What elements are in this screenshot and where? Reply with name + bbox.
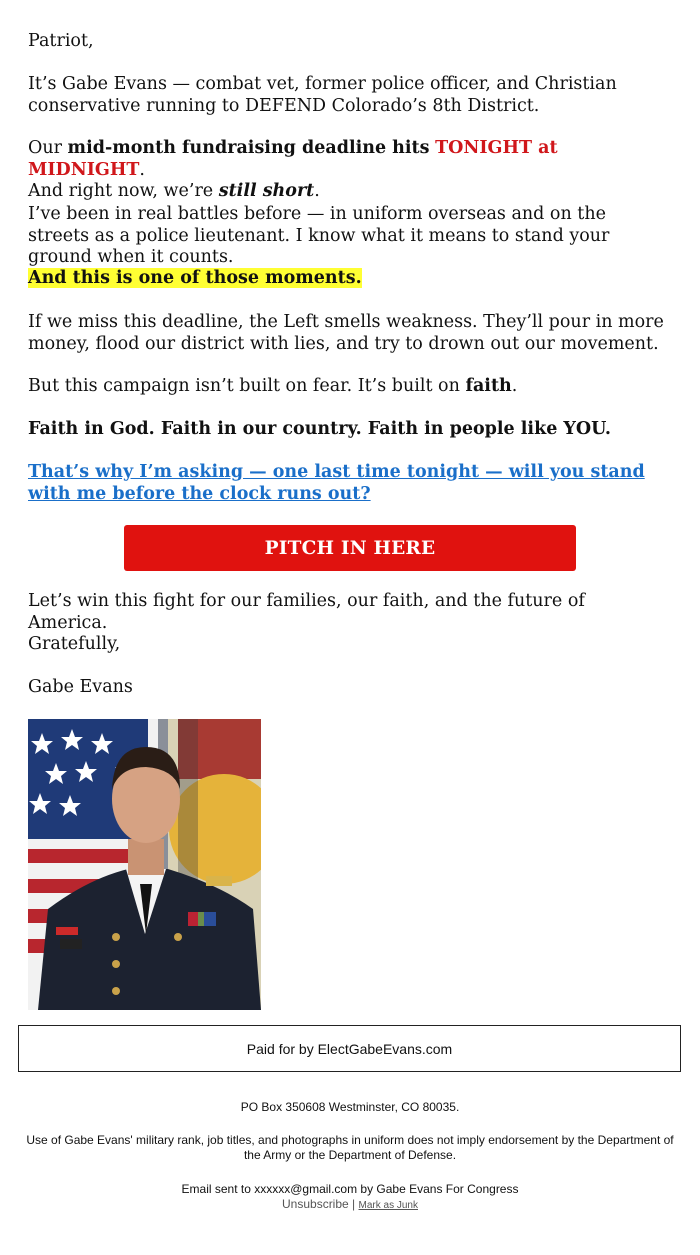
pitch-in-button[interactable]: PITCH IN HERE xyxy=(124,525,576,571)
closing-paragraph: Let’s win this fight for our families, our faith, and the future of America. xyxy=(28,591,585,633)
miss-paragraph: If we miss this deadline, the Left smells weakness. They’ll pour in more money, flood our district with lies, and try to drown out our movement. xyxy=(28,312,664,354)
battles-paragraph: I’ve been in real battles before — in uniform overseas and on the streets as a police lieutenant. I know what it means to stand your ground when it counts. xyxy=(28,204,610,267)
footer-address: PO Box 350608 Westminster, CO 80035. xyxy=(240,1100,460,1114)
greeting: Patriot, xyxy=(28,31,94,51)
still-short-emphasis: still short xyxy=(218,181,315,201)
highlighted-moment: And this is one of those moments. xyxy=(28,268,362,288)
deadline-red-text: TONIGHT at MIDNIGHT xyxy=(28,138,558,180)
faith-paragraph xyxy=(28,376,668,398)
deadline-paragraph xyxy=(28,138,668,203)
deadline-pre: Our xyxy=(28,138,68,158)
deadline-bold: mid-month fundraising deadline hits xyxy=(67,138,430,158)
candidate-photo xyxy=(28,719,261,1010)
deadline-line2-post: . xyxy=(314,181,320,201)
faith-bold-word: faith xyxy=(465,376,512,396)
moment-paragraph xyxy=(28,268,668,290)
paid-for-box: Paid for by ElectGabeEvans.com xyxy=(18,1025,681,1072)
link-separator: | xyxy=(352,1197,356,1211)
faith-statement: Faith in God. Faith in our country. Faith in people like YOU. xyxy=(28,419,611,439)
mark-as-junk-link[interactable]: Mark as Junk xyxy=(358,1200,418,1211)
deadline-line2-pre: And right now, we’re xyxy=(28,181,219,201)
footer-sent-to: Email sent to xxxxxx@gmail.com by Gabe Evans For Congress xyxy=(181,1182,519,1196)
candidate-portrait-image xyxy=(28,719,261,1010)
faith-post: . xyxy=(511,376,518,396)
deadline-post: . xyxy=(139,159,145,180)
signature: Gabe Evans xyxy=(28,677,133,697)
intro-paragraph: It’s Gabe Evans — combat vet, former police officer, and Christian conservative running to DEFEND Colorado’s 8th District. xyxy=(28,74,617,116)
faith-pre: But this campaign isn’t built on fear. It’s built on xyxy=(28,376,466,396)
unsubscribe-link[interactable]: Unsubscribe xyxy=(282,1197,349,1211)
ask-paragraph xyxy=(28,462,668,505)
signoff: Gratefully, xyxy=(28,634,121,654)
footer-links xyxy=(20,1197,680,1213)
footer-disclaimer: Use of Gabe Evans' military rank, job titles, and photographs in uniform does not imply endorsement by the Department of the Army or the Department of Defense. xyxy=(26,1133,674,1162)
donate-link[interactable]: That’s why I’m asking — one last time tonight — will you stand with me before the clock runs out? xyxy=(28,462,645,504)
